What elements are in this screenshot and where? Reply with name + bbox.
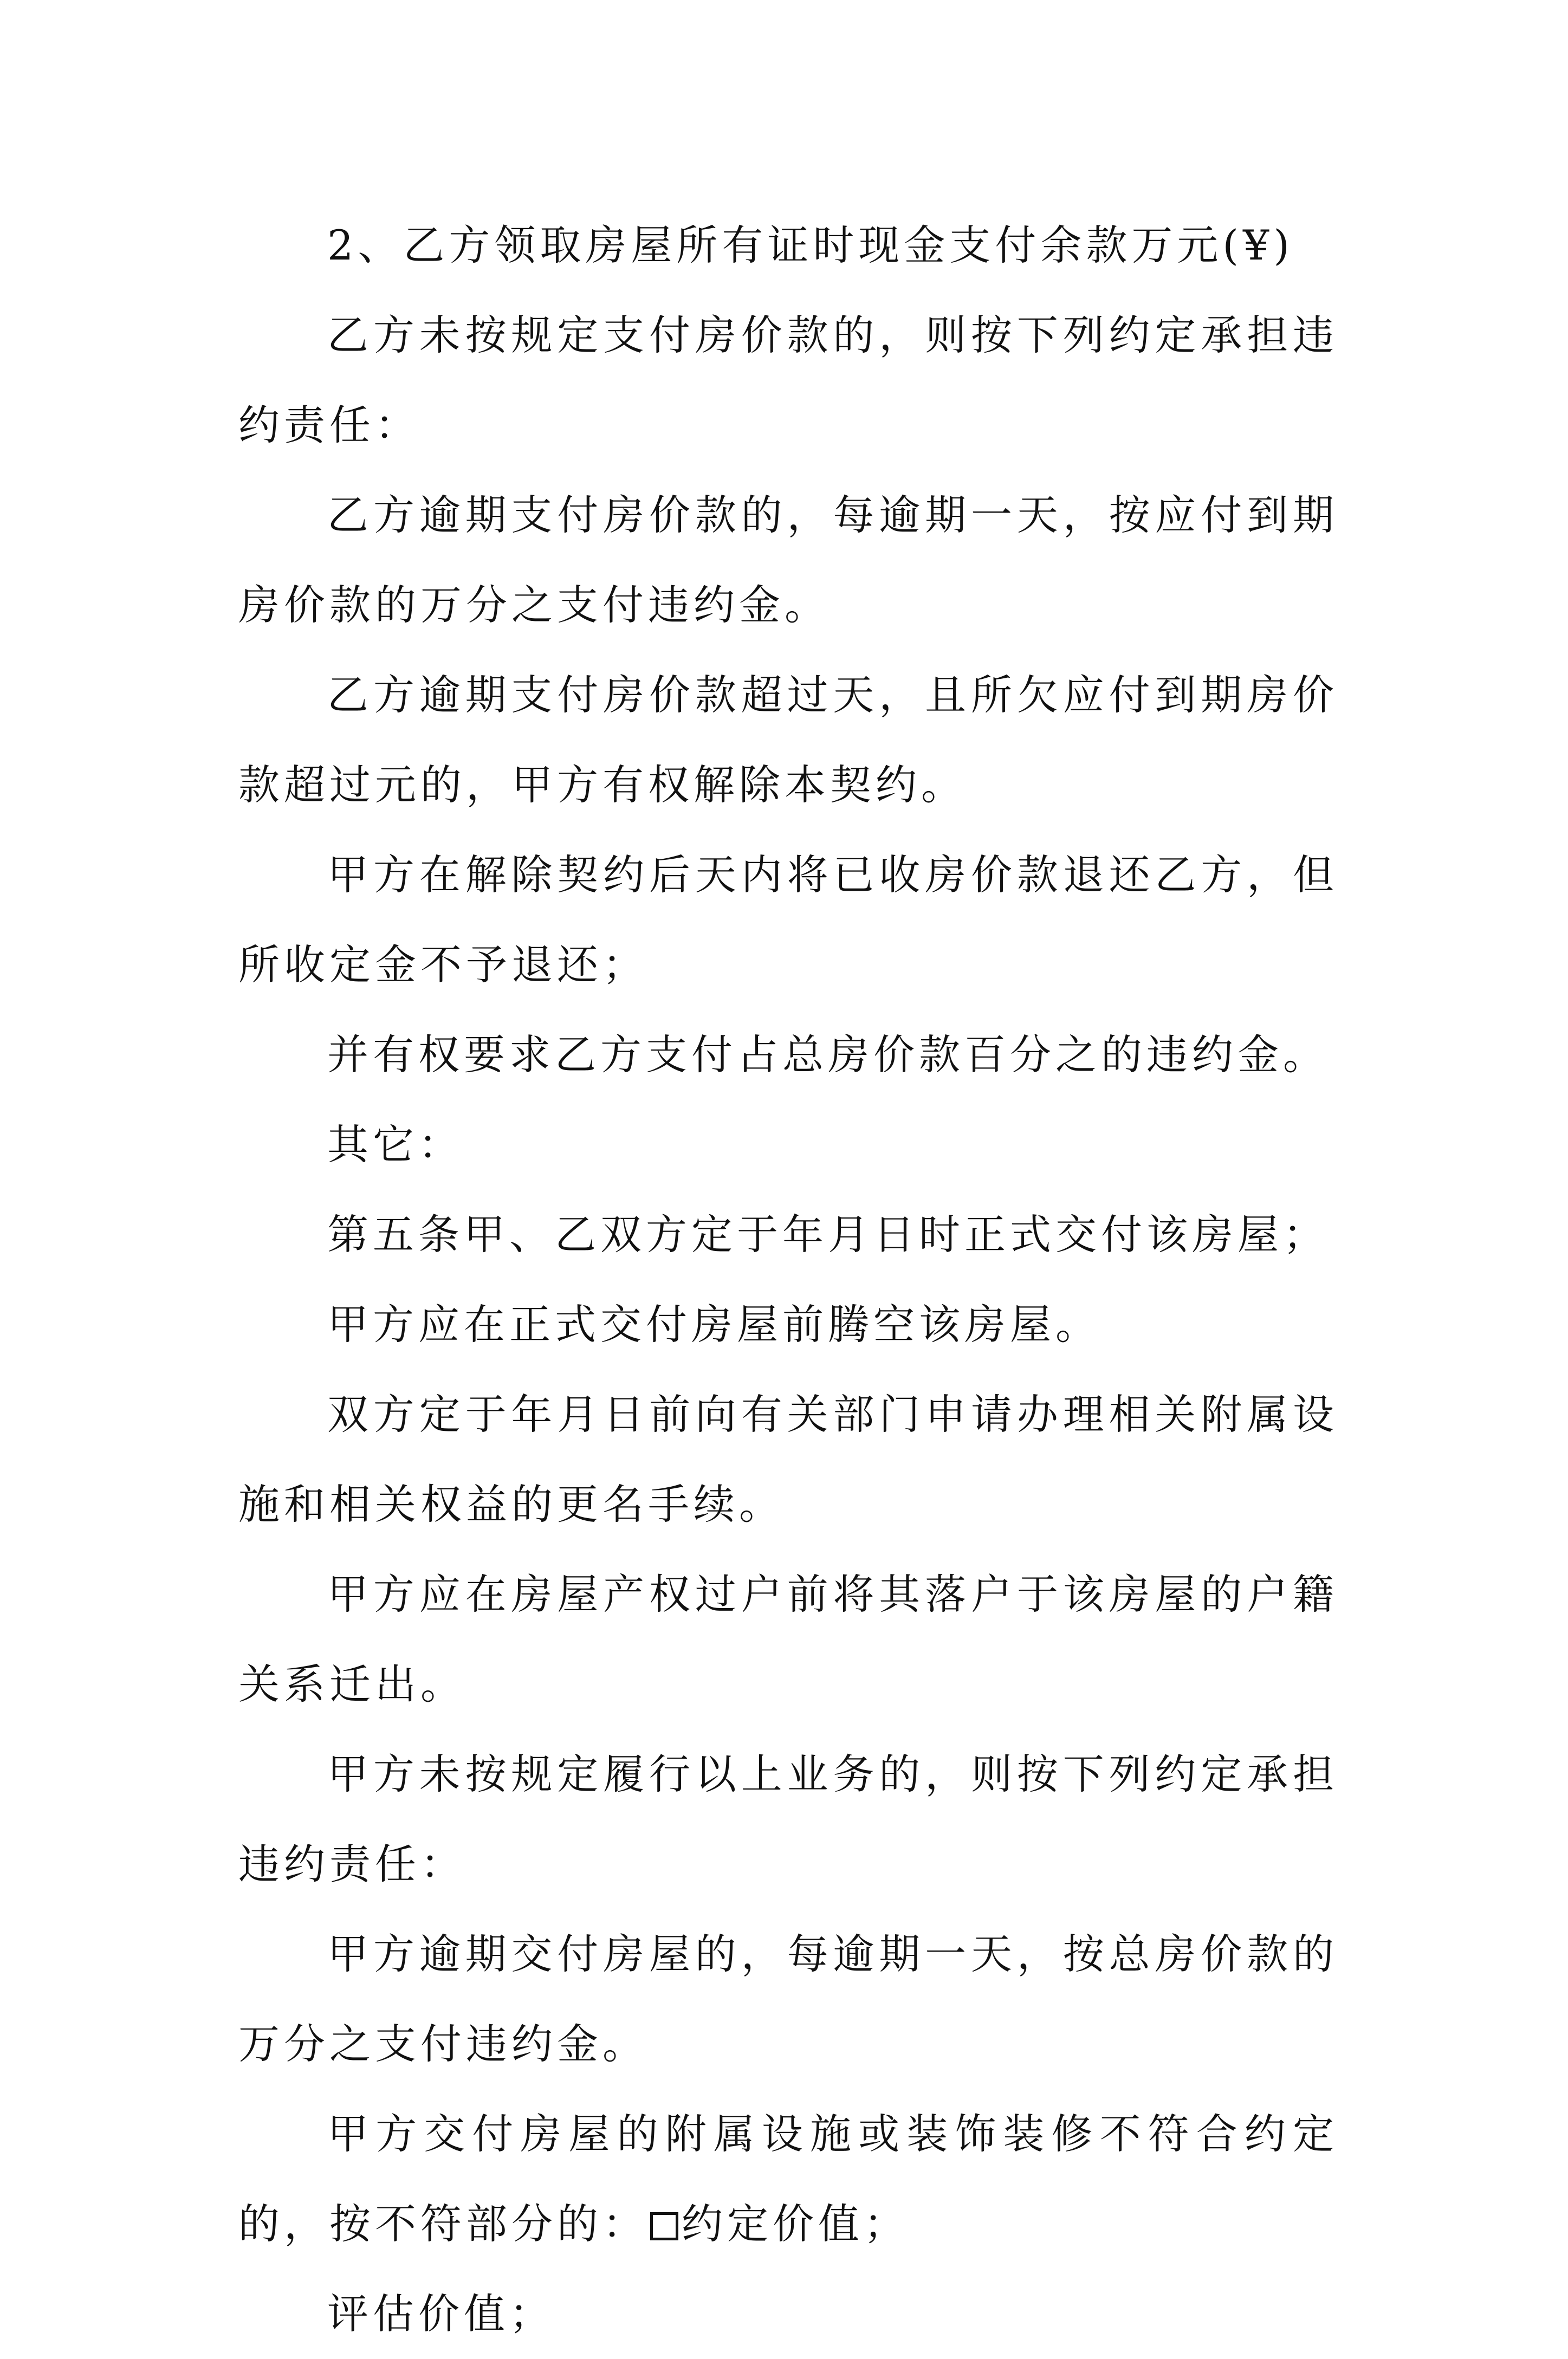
paragraph-14-text-after: 约定价值； [682,2200,909,2248]
paragraph-8: 第五条甲、乙双方定于年月日时正式交付该房屋； [327,1210,1329,1259]
checkbox-icon[interactable] [650,2212,678,2240]
document-body [238,200,1338,2359]
paragraph-14-text-before: 甲方交付房屋的附属设施或装饰装修不符合约定的，按不符部分的： [238,2110,1338,2248]
paragraph-13: 甲方逾期交付房屋的，每逾期一天，按总房价款的万分之支付违约金。 [238,1930,1338,2068]
paragraph-10: 双方定于年月日前向有关部门申请办理相关附属设施和相关权益的更名手续。 [238,1390,1338,1528]
paragraph-9: 甲方应在正式交付房屋前腾空该房屋。 [327,1300,1101,1349]
paragraph-15: 评估价值； [327,2290,555,2338]
paragraph-11: 甲方应在房屋产权过户前将其落户于该房屋的户籍关系迁出。 [238,1570,1338,1708]
paragraph-4: 乙方逾期支付房价款超过天，且所欠应付到期房价款超过元的，甲方有权解除本契约。 [238,671,1338,809]
paragraph-14 [238,2089,1338,2269]
paragraph-3: 乙方逾期支付房价款的，每逾期一天，按应付到期房价款的万分之支付违约金。 [238,491,1338,629]
paragraph-12: 甲方未按规定履行以上业务的，则按下列约定承担违约责任： [238,1750,1338,1888]
paragraph-2: 乙方未按规定支付房价款的，则按下列约定承担违约责任： [238,311,1338,449]
paragraph-7: 其它： [327,1120,464,1169]
paragraph-1: 2、乙方领取房屋所有证时现金支付余款万元(¥) [327,221,1294,269]
paragraph-6: 并有权要求乙方支付占总房价款百分之的违约金。 [327,1031,1329,1079]
paragraph-5: 甲方在解除契约后天内将已收房价款退还乙方，但所收定金不予退还； [238,851,1338,989]
